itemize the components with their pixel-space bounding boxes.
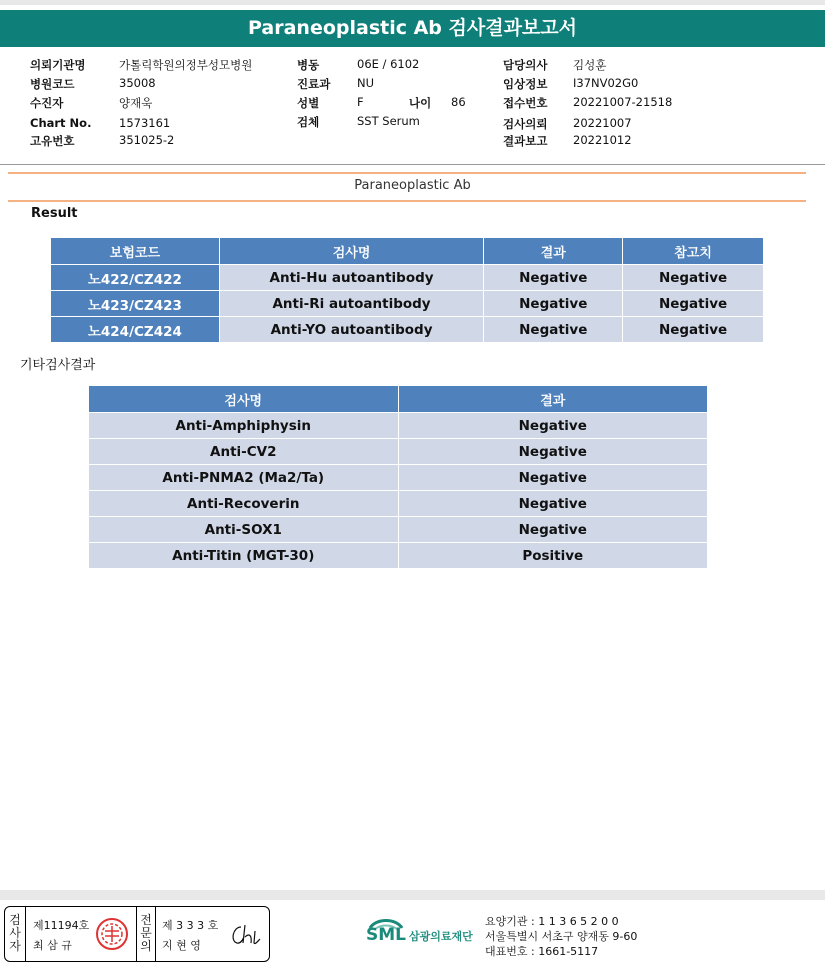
test-result: Negative <box>484 291 623 317</box>
section-title: Paraneoplastic Ab <box>354 178 471 193</box>
info-label: 진료과 <box>297 77 331 91</box>
divider <box>8 172 806 174</box>
info-label: 검사의뢰 <box>503 117 548 131</box>
test-name: Anti-Ri autoantibody <box>219 291 484 317</box>
table-row <box>89 491 708 517</box>
info-label: 검체 <box>297 115 320 129</box>
column-header: 결과 <box>398 386 707 413</box>
test-result: Negative <box>398 413 707 439</box>
signature-icon <box>227 921 263 949</box>
signature-box <box>4 906 270 962</box>
seal-stamp-icon <box>95 917 129 951</box>
char: 전 <box>140 913 152 927</box>
table-header-row <box>89 386 708 413</box>
address: 서울특별시 서초구 양재동 9-60 <box>485 930 638 943</box>
column-header: 참고치 <box>623 238 764 265</box>
specialist-name: 지 현 영 <box>162 939 201 952</box>
test-result: Positive <box>398 543 707 569</box>
result-heading: Result <box>31 206 78 221</box>
divider <box>8 200 806 202</box>
info-label: 고유번호 <box>30 134 75 148</box>
info-label: Chart No. <box>30 116 92 130</box>
other-results-heading: 기타검사결과 <box>20 358 96 373</box>
table-row <box>89 413 708 439</box>
table-row <box>89 465 708 491</box>
result-table <box>50 237 764 343</box>
test-name: Anti-YO autoantibody <box>219 317 484 343</box>
test-name: Anti-CV2 <box>89 439 399 465</box>
info-value: 양재욱 <box>119 96 153 110</box>
info-value: 06E / 6102 <box>357 57 420 71</box>
report-title: Paraneoplastic Ab 검사결과보고서 <box>0 10 825 47</box>
divider <box>25 907 26 961</box>
test-name: Anti-Amphiphysin <box>89 413 399 439</box>
info-value: 1573161 <box>119 116 171 130</box>
info-label: 임상정보 <box>503 77 548 91</box>
table-row <box>51 317 764 343</box>
info-value: SST Serum <box>357 114 420 128</box>
column-header: 보험코드 <box>51 238 220 265</box>
info-value: 35008 <box>119 76 156 90</box>
test-name: Anti-Hu autoantibody <box>219 265 484 291</box>
table-row <box>89 543 708 569</box>
insurance-code: 노424/CZ424 <box>51 317 220 343</box>
logo-text: SML <box>366 925 406 945</box>
divider <box>155 907 156 961</box>
divider <box>136 907 137 961</box>
info-value: 가톨릭학원의정부성모병원 <box>119 58 253 72</box>
other-results-table <box>88 385 708 569</box>
char: 의 <box>140 939 152 953</box>
test-name: Anti-Recoverin <box>89 491 399 517</box>
char: 사 <box>9 926 21 940</box>
info-label: 성별 <box>297 96 320 110</box>
info-value: 20221012 <box>573 133 632 147</box>
char: 자 <box>9 939 21 953</box>
divider <box>0 164 825 165</box>
test-name: Anti-SOX1 <box>89 517 399 543</box>
reference-value: Negative <box>623 291 764 317</box>
info-value: NU <box>357 76 375 90</box>
test-result: Negative <box>398 517 707 543</box>
table-row <box>89 439 708 465</box>
institution-code: 요양기관 : 1 1 3 6 5 2 0 0 <box>485 915 619 928</box>
test-result: Negative <box>484 265 623 291</box>
patient-info <box>0 0 825 160</box>
test-result: Negative <box>398 491 707 517</box>
column-header: 검사명 <box>89 386 399 413</box>
age-label: 나이 <box>409 96 432 110</box>
info-value: 351025-2 <box>119 133 175 147</box>
inspector-license-no: 제11194호 <box>33 919 90 932</box>
insurance-code: 노423/CZ423 <box>51 291 220 317</box>
info-label: 의뢰기관명 <box>30 58 86 72</box>
test-result: Negative <box>398 439 707 465</box>
org-name: 삼광의료재단 <box>409 930 473 943</box>
info-label: 병원코드 <box>30 77 75 91</box>
info-value: 20221007-21518 <box>573 95 673 109</box>
specialist-license-no: 제 3 3 3 호 <box>162 919 219 932</box>
info-label: 병동 <box>297 58 320 72</box>
reference-value: Negative <box>623 265 764 291</box>
table-header-row <box>51 238 764 265</box>
info-value: F <box>357 95 364 109</box>
info-label: 수진자 <box>30 96 64 110</box>
info-label: 담당의사 <box>503 58 548 72</box>
reference-value: Negative <box>623 317 764 343</box>
footer-separator <box>0 890 825 900</box>
inspector-vertical-label <box>8 914 22 953</box>
info-label: 접수번호 <box>503 96 548 110</box>
info-value: I37NV02G0 <box>573 76 639 90</box>
info-value: 김성훈 <box>573 58 607 72</box>
test-name: Anti-Titin (MGT-30) <box>89 543 399 569</box>
test-result: Negative <box>484 317 623 343</box>
phone: 대표번호 : 1661-5117 <box>485 945 599 958</box>
info-value: 20221007 <box>573 116 632 130</box>
table-row <box>89 517 708 543</box>
test-result: Negative <box>398 465 707 491</box>
table-row <box>51 265 764 291</box>
inspector-name: 최 삼 규 <box>33 939 72 952</box>
insurance-code: 노422/CZ422 <box>51 265 220 291</box>
column-header: 검사명 <box>219 238 484 265</box>
table-row <box>51 291 764 317</box>
test-name: Anti-PNMA2 (Ma2/Ta) <box>89 465 399 491</box>
info-label: 결과보고 <box>503 134 548 148</box>
char: 검 <box>9 913 21 927</box>
column-header: 결과 <box>484 238 623 265</box>
specialist-vertical-label <box>139 914 153 953</box>
age-value: 86 <box>451 95 466 109</box>
char: 문 <box>140 926 152 940</box>
